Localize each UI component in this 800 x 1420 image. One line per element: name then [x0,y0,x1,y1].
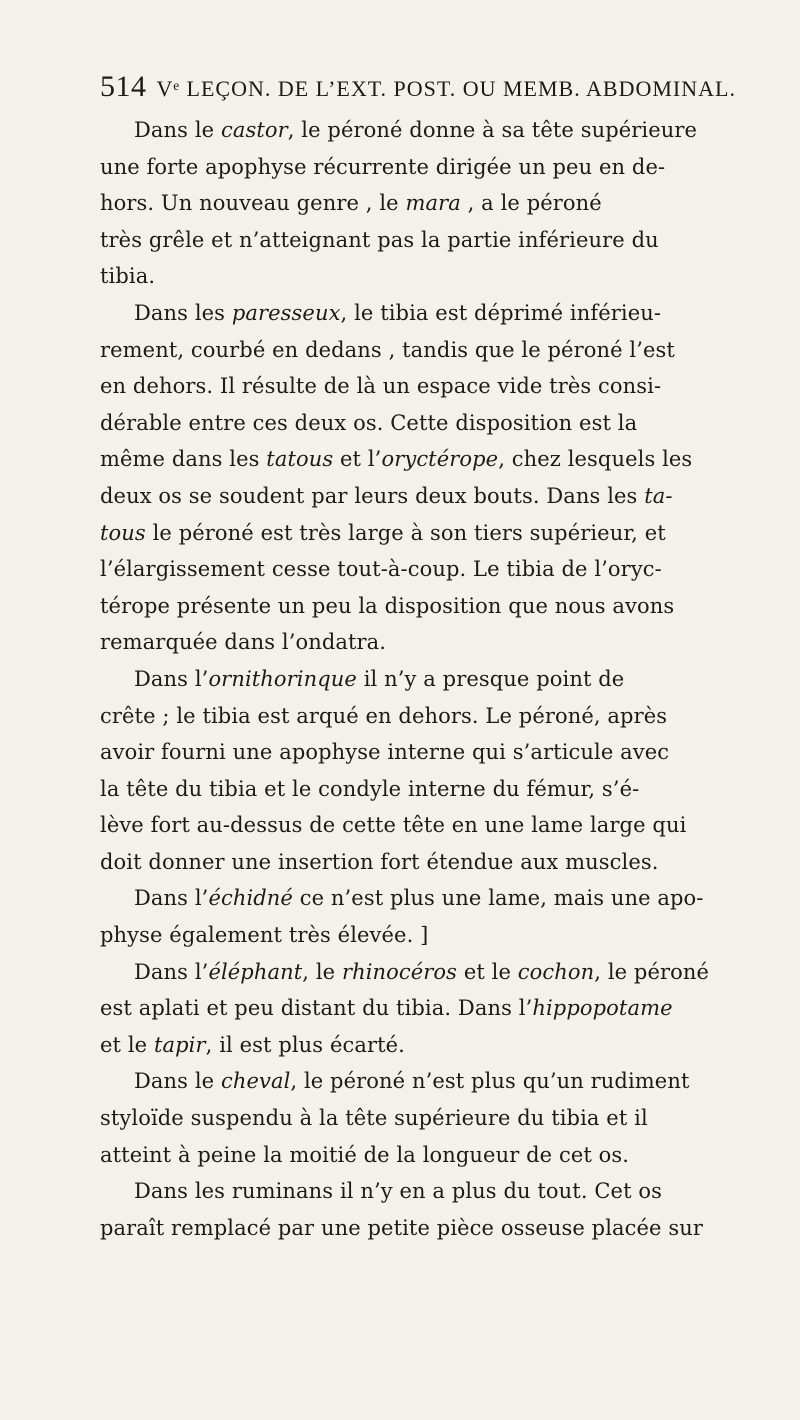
text-segment: Dans les ruminans il n’y en a plus du tout. Cet os [134,1179,663,1204]
text-line [100,588,780,625]
text-segment: physe également très élevée. ] [100,923,429,948]
text-segment: crête ; le tibia est arqué en dehors. Le péroné, après [100,703,668,728]
page-header [100,70,750,110]
text-line [100,478,780,515]
italic-term: tapir [153,1032,206,1057]
text-segment: et le [457,959,518,984]
text-segment: remarquée dans l’ondatra. [100,630,387,655]
text-segment: avoir fourni une apophyse interne qui s’articule avec [100,740,670,765]
text-line [100,515,780,552]
text-segment: , le péroné donne à sa tête supérieure [287,118,698,142]
text-line [100,368,780,405]
italic-term: castor [220,118,288,142]
running-head: Vᵉ LEÇON. DE L’EXT. POST. OU MEMB. ABDOMINAL. [156,76,736,101]
text-line [100,661,780,698]
text-segment: et l’ [333,447,382,472]
italic-term: ta- [644,483,673,508]
text-line [100,990,780,1027]
text-segment: et le [100,1032,154,1057]
text-segment: rement, courbé en dedans , tandis que le péroné l’est [100,337,675,362]
text-segment: ce n’est plus une lame, mais une apo- [292,886,704,911]
text-segment: , le [302,959,342,984]
text-segment: en dehors. Il résulte de là un espace vide très consi- [100,374,662,399]
text-line [100,954,780,991]
text-segment: deux os se soudent par leurs deux bouts. Dans les [100,483,645,508]
text-line [100,185,780,222]
text-segment: tibia. [100,264,156,289]
text-segment: paraît remplacé par une petite pièce osseuse placée sur [100,1215,703,1240]
text-line [100,880,780,917]
text-line [100,441,780,478]
italic-term: tous [100,520,146,545]
text-line [100,332,780,369]
italic-term: échidné [208,886,293,911]
text-segment: l’élargissement cesse tout-à-coup. Le tibia de l’oryc- [100,557,662,582]
text-segment: , il est plus écarté. [205,1032,405,1057]
text-segment: Dans le [134,1069,221,1094]
text-line [100,222,780,259]
text-line [100,551,780,588]
text-line [100,844,780,881]
text-line [100,1063,780,1100]
text-line [100,149,780,186]
text-line [100,917,780,954]
text-segment: le péroné est très large à son tiers supérieur, et [145,520,666,545]
text-segment: Dans le [134,118,221,142]
italic-term: éléphant [208,959,303,984]
italic-term: hippopotame [532,996,673,1021]
text-line [100,807,780,844]
text-line [100,112,780,149]
italic-term: mara [405,191,461,216]
text-segment: doit donner une insertion fort étendue aux muscles. [100,849,659,874]
text-segment: Dans l’ [134,666,209,691]
text-segment: , a le péroné [460,191,602,216]
text-line [100,1210,780,1247]
text-line [100,771,780,808]
text-segment: , le tibia est déprimé inférieu- [340,300,662,325]
italic-term: paresseux [231,300,341,325]
text-segment: Dans les [134,300,232,325]
text-line [100,1137,780,1174]
italic-term: rhinocéros [341,959,458,984]
text-line [100,624,780,661]
italic-term: cochon [517,959,595,984]
text-line [100,698,780,735]
text-segment: très grêle et n’atteignant pas la partie inférieure du [100,227,659,252]
text-line [100,258,780,295]
text-segment: hors. Un nouveau genre , le [100,191,406,216]
text-segment: styloïde suspendu à la tête supérieure du tibia et il [100,1106,648,1131]
italic-term: ornithorinque [208,666,357,691]
italic-term: tatous [266,447,334,472]
text-segment: , le péroné [594,959,710,984]
text-segment: Dans l’ [134,886,209,911]
text-segment: une forte apophyse récurrente dirigée un peu en de- [100,154,666,179]
page-number: 514 [100,70,147,103]
text-segment: est aplati et peu distant du tibia. Dans l’ [100,996,533,1021]
text-line [100,734,780,771]
text-segment: il n’y a presque point de [356,666,625,691]
italic-term: cheval [220,1069,291,1094]
text-segment: dérable entre ces deux os. Cette disposition est la [100,410,638,435]
text-line [100,295,780,332]
text-segment: térope présente un peu la disposition que nous avons [100,593,675,618]
text-line [100,1100,780,1137]
text-segment: même dans les [100,447,267,472]
text-line [100,1027,780,1064]
text-segment: la tête du tibia et le condyle interne du fémur, s’é- [100,776,640,801]
text-segment: atteint à peine la moitié de la longueur de cet os. [100,1142,630,1167]
text-segment: Dans l’ [134,959,209,984]
body-text [100,112,780,1246]
italic-term: oryctérope [381,447,499,472]
text-line [100,1173,780,1210]
text-segment: , le péroné n’est plus qu’un rudiment [290,1069,690,1094]
text-segment: , chez lesquels les [498,447,693,472]
text-segment: lève fort au-dessus de cette tête en une lame large qui [100,813,687,838]
text-line [100,405,780,442]
